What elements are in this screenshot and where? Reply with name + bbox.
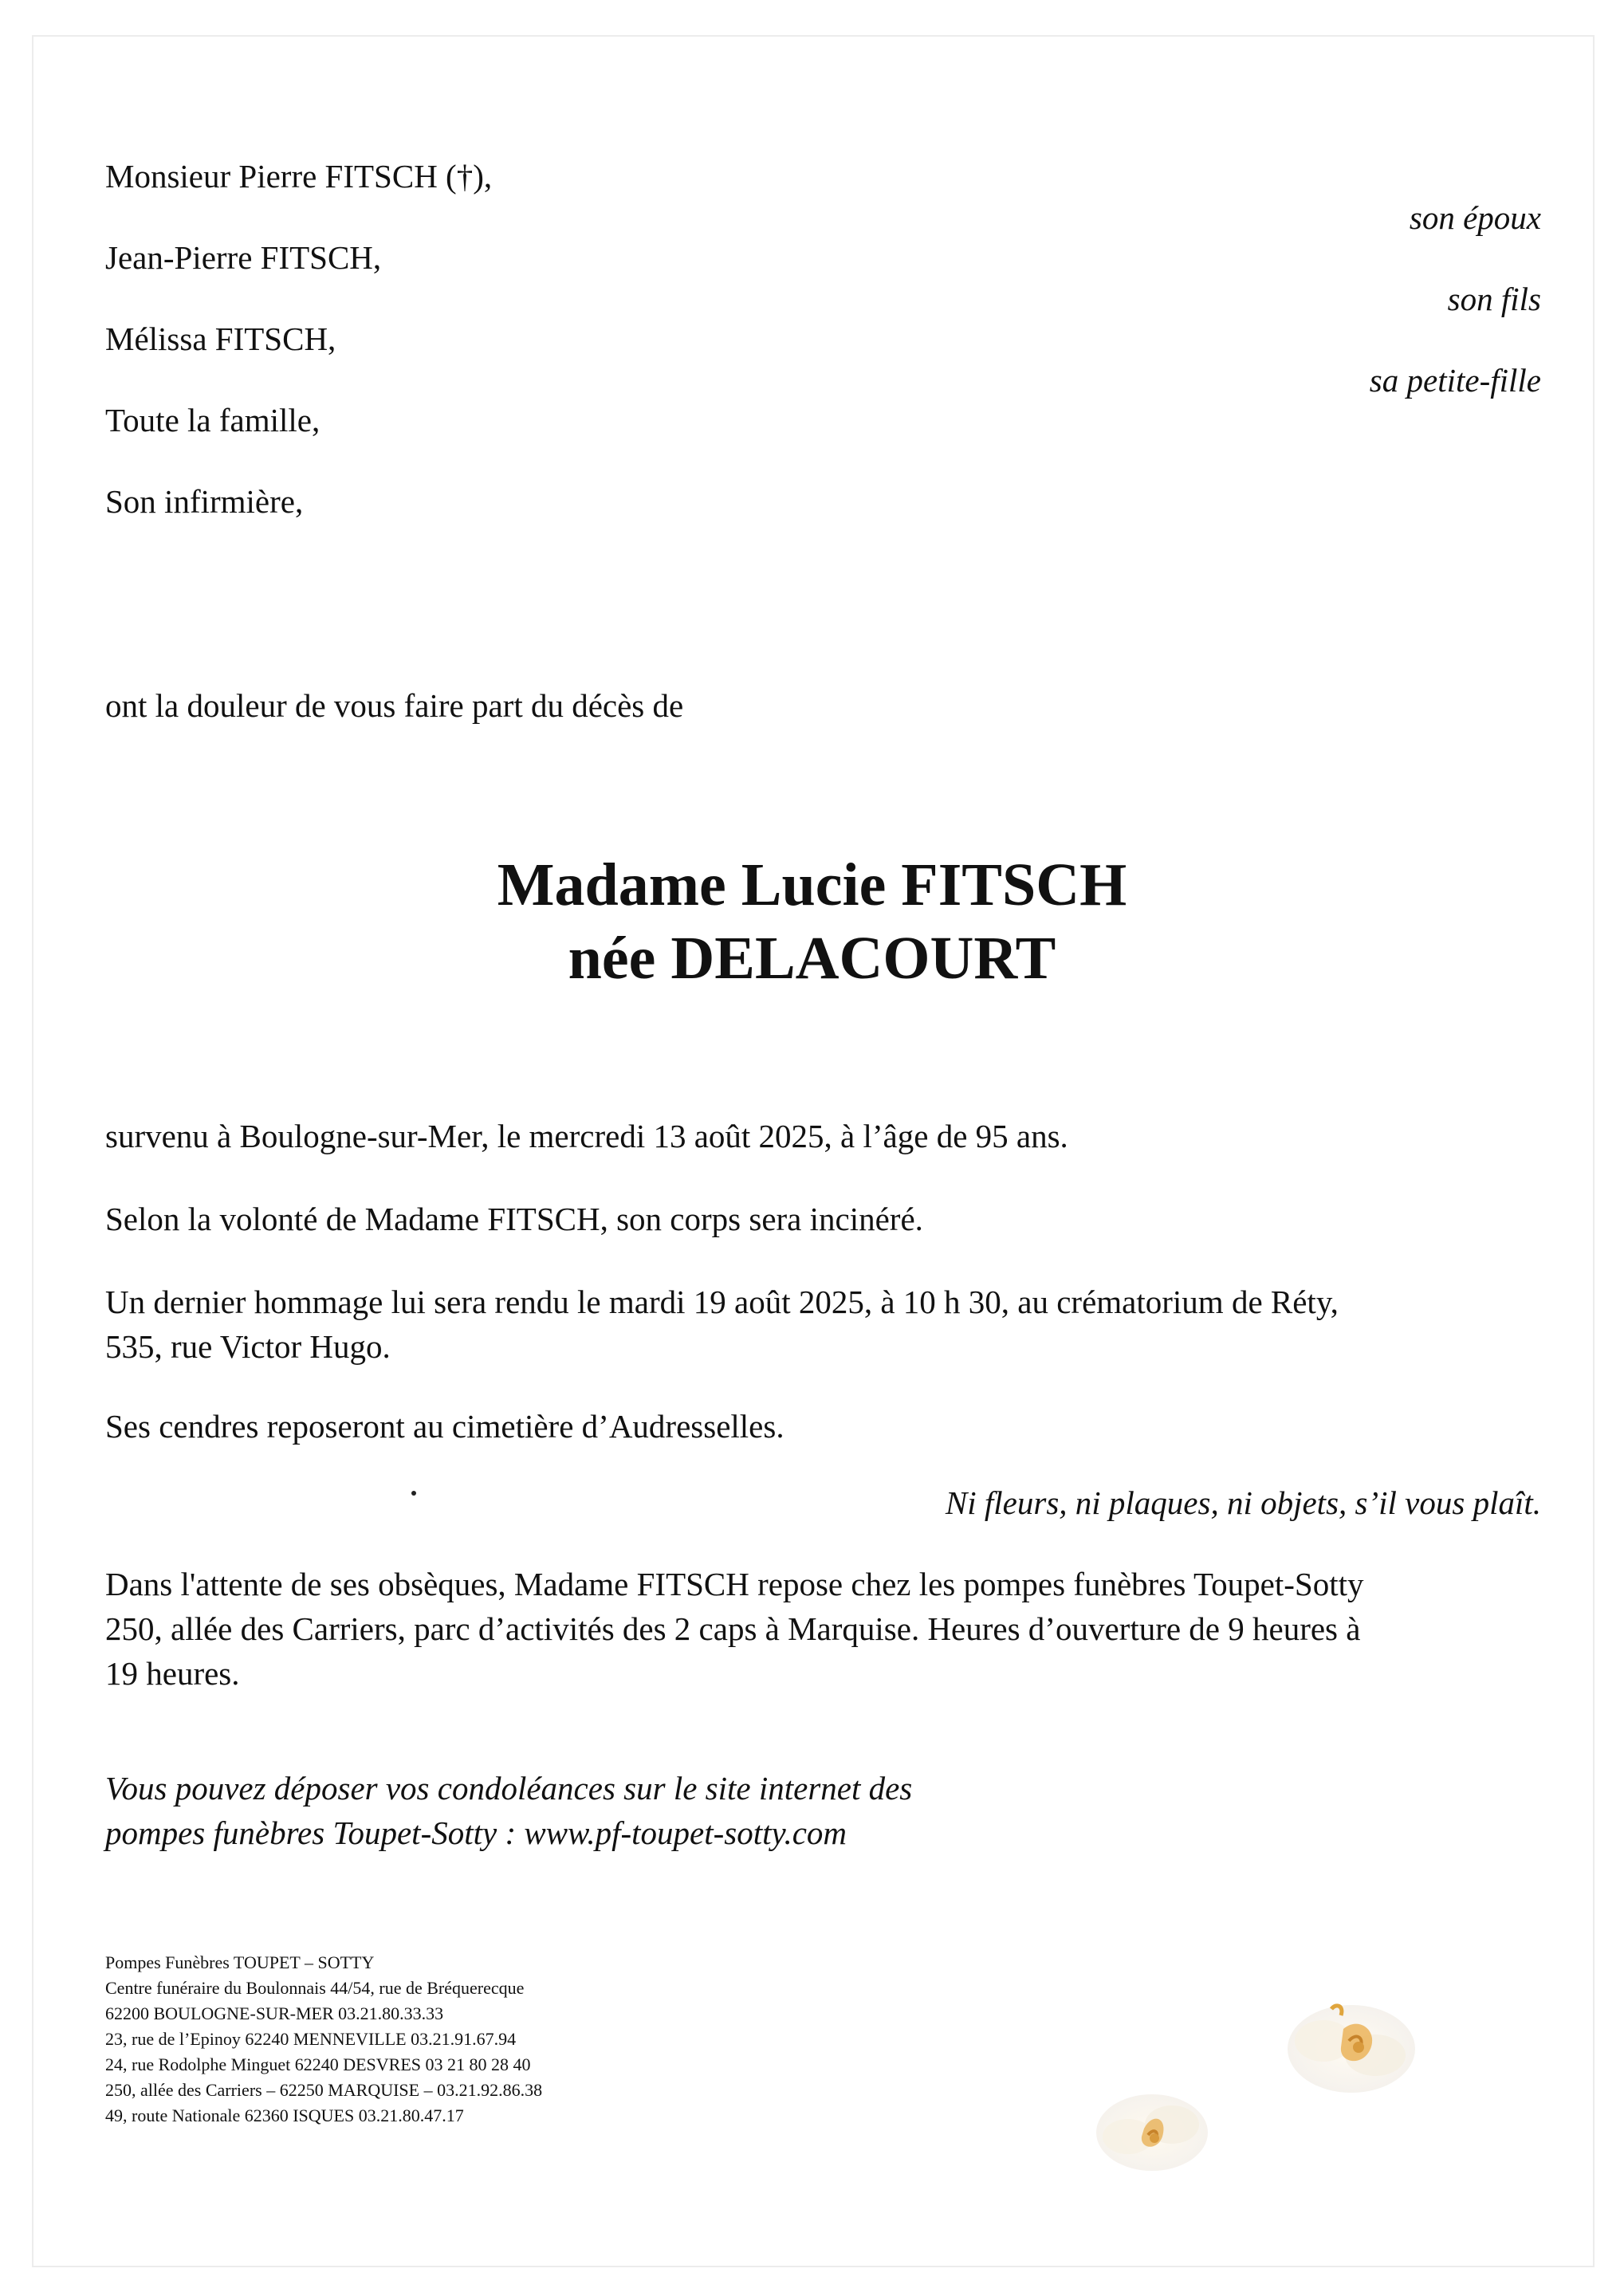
- footer-company: Pompes Funèbres TOUPET – SOTTY: [105, 1952, 375, 1972]
- condolences-line1: Vous pouvez déposer vos condoléances sur le site internet des: [105, 1770, 913, 1807]
- footer-address-2: 62200 BOULOGNE-SUR-MER 03.21.80.33.33: [105, 2003, 444, 2023]
- flower-decoration-left: [1084, 2073, 1220, 2192]
- family-member-1: Monsieur Pierre FITSCH (†),: [105, 158, 493, 195]
- rest-paragraph-line3: 19 heures.: [105, 1655, 240, 1692]
- relation-spouse: son époux: [1409, 199, 1541, 236]
- ceremony-paragraph-line1: Un dernier hommage lui sera rendu le mardi 19 août 2025, à 10 h 30, au crématorium de Réty,: [105, 1284, 1339, 1320]
- footer-address-6: 49, route Nationale 62360 ISQUES 03.21.80.47.17: [105, 2105, 464, 2125]
- footer-address-3: 23, rue de l’Epinoy 62240 MENNEVILLE 03.21.91.67.94: [105, 2029, 517, 2049]
- family-member-4: Toute la famille,: [105, 402, 320, 438]
- footer-address-5: 250, allée des Carriers – 62250 MARQUISE – 03.21.92.86.38: [105, 2080, 543, 2100]
- relation-son: son fils: [1447, 281, 1541, 317]
- rest-paragraph-line1: Dans l'attente de ses obsèques, Madame FITSCH repose chez les pompes funèbres Toupet-Sotty: [105, 1566, 1364, 1602]
- footer-address-1: Centre funéraire du Boulonnais 44/54, rue de Bréquerecque: [105, 1978, 525, 1998]
- rest-paragraph-line2: 250, allée des Carriers, parc d’activités des 2 caps à Marquise. Heures d’ouverture de 9 heures à: [105, 1610, 1361, 1647]
- ashes-paragraph: Ses cendres reposeront au cimetière d’Audresselles.: [105, 1408, 784, 1445]
- family-member-5: Son infirmière,: [105, 483, 304, 520]
- announcement-text: ont la douleur de vous faire part du décès de: [105, 687, 684, 724]
- cremation-paragraph: Selon la volonté de Madame FITSCH, son corps sera incinéré.: [105, 1201, 923, 1237]
- family-member-3: Mélissa FITSCH,: [105, 320, 336, 357]
- ceremony-paragraph-line2: 535, rue Victor Hugo.: [105, 1328, 391, 1365]
- death-paragraph: survenu à Boulogne-sur-Mer, le mercredi 13 août 2025, à l’âge de 95 ans.: [105, 1118, 1068, 1154]
- deceased-maiden-name: née DELACOURT: [568, 925, 1056, 992]
- flower-decoration-right: [1276, 1985, 1427, 2113]
- scan-dot: [411, 1491, 416, 1496]
- relation-granddaughter: sa petite-fille: [1369, 362, 1541, 399]
- footer-address-4: 24, rue Rodolphe Minguet 62240 DESVRES 03 21 80 28 40: [105, 2054, 531, 2074]
- deceased-name: Madame Lucie FITSCH: [497, 851, 1127, 918]
- condolences-line2: pompes funèbres Toupet-Sotty : www.pf-toupet-sotty.com: [105, 1814, 847, 1851]
- no-flowers-request: Ni fleurs, ni plaques, ni objets, s’il vous plaît.: [945, 1484, 1541, 1521]
- family-member-2: Jean-Pierre FITSCH,: [105, 239, 382, 276]
